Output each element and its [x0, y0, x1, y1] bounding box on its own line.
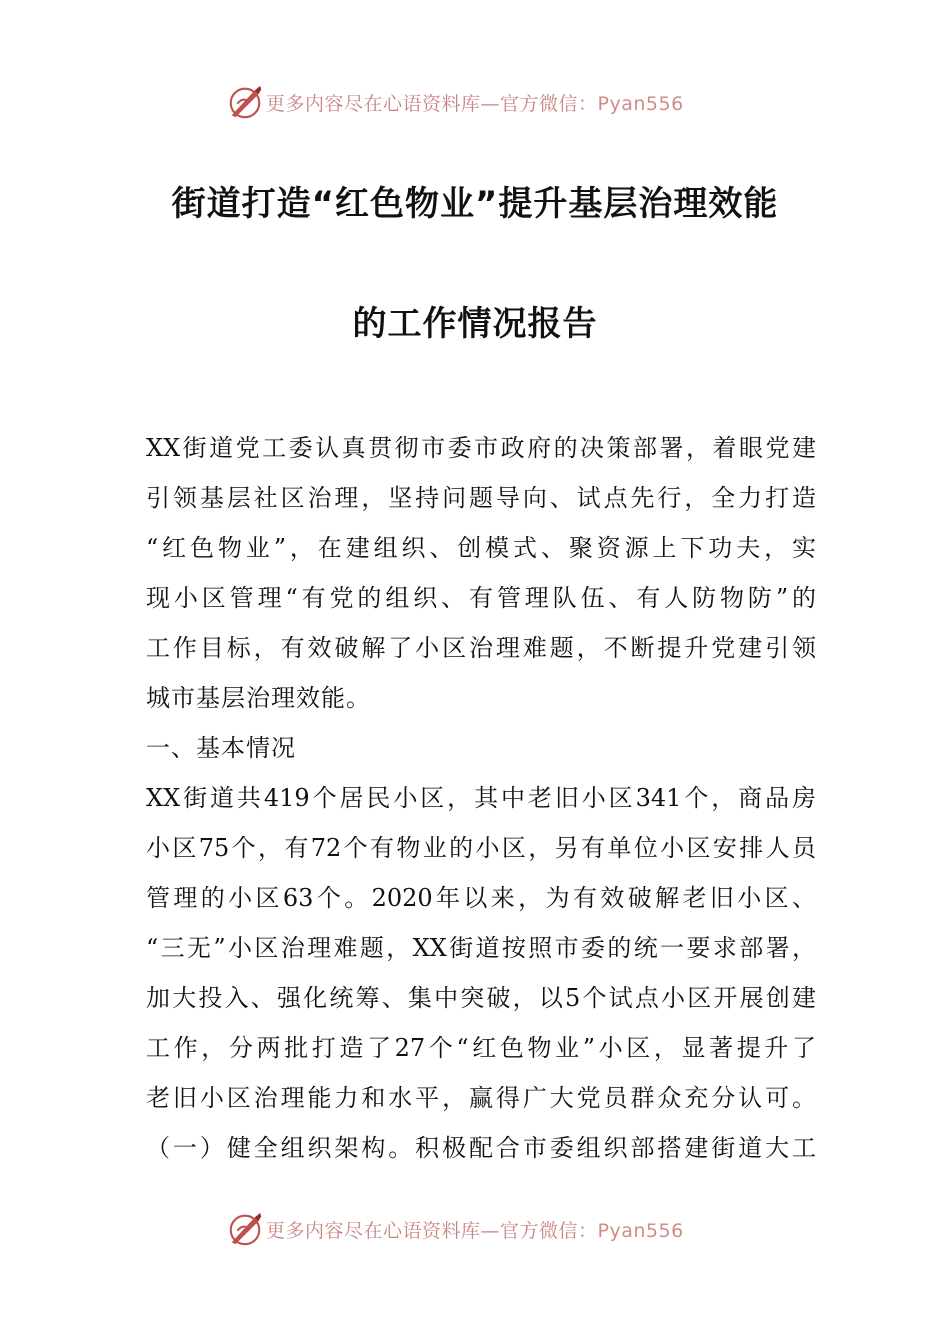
- body-line: 老旧小区治理能力和水平，赢得广大党员群众充分认可。: [146, 1084, 816, 1112]
- document-title-line-1: 街道打造“红色物业”提升基层治理效能: [171, 184, 779, 224]
- section-heading: 一、基本情况: [146, 734, 296, 762]
- body-line: XX街道党工委认真贯彻市委市政府的决策部署，着眼党建: [146, 434, 816, 462]
- footer-watermark: [0, 1209, 950, 1249]
- subsection-line: （一）健全组织架构。积极配合市委组织部搭建街道大工: [146, 1134, 816, 1162]
- body-line: 小区75个，有72个有物业的小区，另有单位小区安排人员: [146, 834, 816, 862]
- body-line: 管理的小区63个。2020年以来，为有效破解老旧小区、: [146, 884, 816, 912]
- wechat-id: Pyan556: [597, 92, 684, 115]
- document-body: [146, 425, 816, 1175]
- pen-logo-icon: [226, 83, 264, 121]
- header-watermark: [0, 82, 950, 122]
- body-line: “三无”小区治理难题，XX街道按照市委的统一要求部署，: [146, 934, 816, 962]
- body-line: 加大投入、强化统筹、集中突破，以5个试点小区开展创建: [146, 984, 816, 1012]
- watermark-text: 更多内容尽在心语资料库—官方微信：Pyan556: [266, 1219, 684, 1242]
- document-title-line-2: 的工作情况报告: [352, 304, 598, 344]
- body-line: XX街道共419个居民小区，其中老旧小区341个，商品房: [146, 784, 816, 812]
- watermark-text: 更多内容尽在心语资料库—官方微信：Pyan556: [266, 92, 684, 115]
- body-line: “红色物业”，在建组织、创模式、聚资源上下功夫，实: [146, 534, 816, 562]
- body-line: 工作目标，有效破解了小区治理难题，不断提升党建引领: [146, 634, 816, 662]
- body-line: 城市基层治理效能。: [146, 684, 371, 712]
- body-line: 工作，分两批打造了27个“红色物业”小区，显著提升了: [146, 1034, 816, 1062]
- body-line: 现小区管理“有党的组织、有管理队伍、有人防物防”的: [146, 584, 816, 612]
- pen-logo-icon: [226, 1210, 264, 1248]
- wechat-id: Pyan556: [597, 1219, 684, 1242]
- body-line: 引领基层社区治理，坚持问题导向、试点先行，全力打造: [146, 484, 816, 512]
